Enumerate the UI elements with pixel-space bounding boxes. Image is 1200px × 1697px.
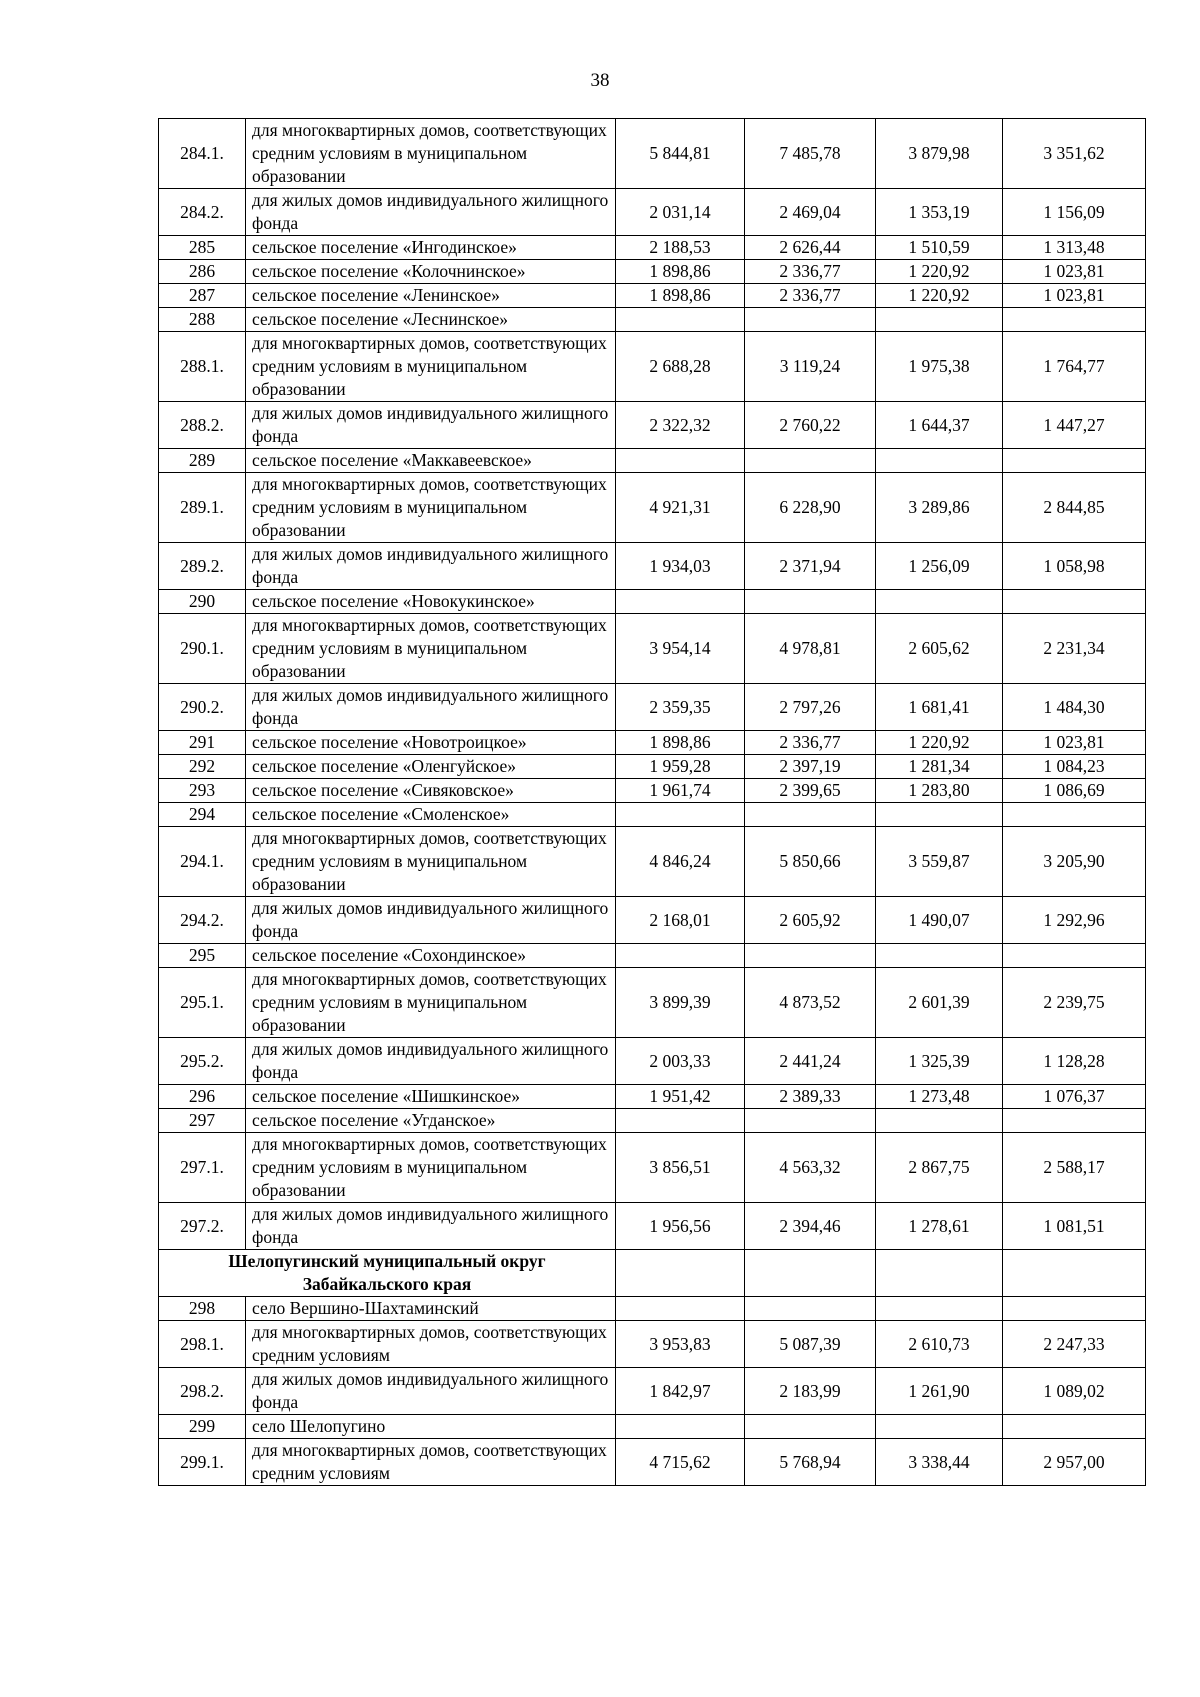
value-cell-3: 1 261,90 <box>876 1368 1003 1415</box>
value-cell-3: 2 610,73 <box>876 1321 1003 1368</box>
table-row <box>159 449 1146 473</box>
value-cell-2 <box>745 944 876 968</box>
value-cell-2: 4 563,32 <box>745 1133 876 1203</box>
value-cell-4: 2 247,33 <box>1003 1321 1146 1368</box>
value-cell-1 <box>616 803 745 827</box>
row-number-cell: 287 <box>159 284 246 308</box>
row-name-cell: сельское поселение «Ингодинское» <box>246 236 616 260</box>
row-name-cell: для жилых домов индивидуального жилищного фонда <box>246 1038 616 1085</box>
value-cell-4: 2 239,75 <box>1003 968 1146 1038</box>
value-cell-3: 1 256,09 <box>876 543 1003 590</box>
row-number-cell: 291 <box>159 731 246 755</box>
row-name-cell: сельское поселение «Смоленское» <box>246 803 616 827</box>
row-name-cell: для жилых домов индивидуального жилищного фонда <box>246 1203 616 1250</box>
value-cell-3: 1 490,07 <box>876 897 1003 944</box>
value-cell-4 <box>1003 944 1146 968</box>
value-cell-1: 2 003,33 <box>616 1038 745 1085</box>
row-number-cell: 299.1. <box>159 1439 246 1486</box>
value-cell-2 <box>745 803 876 827</box>
value-cell-4: 1 086,69 <box>1003 779 1146 803</box>
row-name-cell: для многоквартирных домов, соответствующих средним условиям <box>246 1439 616 1486</box>
row-number-cell: 296 <box>159 1085 246 1109</box>
value-cell-1: 3 856,51 <box>616 1133 745 1203</box>
row-name-cell: сельское поселение «Новокукинское» <box>246 590 616 614</box>
value-cell-2: 2 441,24 <box>745 1038 876 1085</box>
value-cell-2: 2 469,04 <box>745 189 876 236</box>
value-cell-2: 2 394,46 <box>745 1203 876 1250</box>
value-cell-2 <box>745 449 876 473</box>
value-cell-4 <box>1003 1415 1146 1439</box>
row-name-cell: село Шелопугино <box>246 1415 616 1439</box>
value-cell-3 <box>876 1415 1003 1439</box>
value-cell-3 <box>876 590 1003 614</box>
value-cell-3 <box>876 449 1003 473</box>
table-row <box>159 1368 1146 1415</box>
row-number-cell: 288.1. <box>159 332 246 402</box>
value-cell-1: 1 898,86 <box>616 731 745 755</box>
value-cell-1: 1 951,42 <box>616 1085 745 1109</box>
value-cell-4: 3 205,90 <box>1003 827 1146 897</box>
table-row <box>159 1109 1146 1133</box>
row-number-cell: 289.2. <box>159 543 246 590</box>
value-cell-1 <box>616 1109 745 1133</box>
row-number-cell: 289.1. <box>159 473 246 543</box>
row-number-cell: 297 <box>159 1109 246 1133</box>
value-cell-1: 3 899,39 <box>616 968 745 1038</box>
table-row <box>159 236 1146 260</box>
row-name-cell: для жилых домов индивидуального жилищного фонда <box>246 897 616 944</box>
row-number-cell: 298.1. <box>159 1321 246 1368</box>
row-number-cell: 288 <box>159 308 246 332</box>
value-cell-3: 1 278,61 <box>876 1203 1003 1250</box>
value-cell-4 <box>1003 308 1146 332</box>
value-cell-2: 2 760,22 <box>745 402 876 449</box>
table-row <box>159 684 1146 731</box>
empty-cell <box>745 1250 876 1297</box>
table-row <box>159 590 1146 614</box>
value-cell-1 <box>616 449 745 473</box>
value-cell-4: 1 081,51 <box>1003 1203 1146 1250</box>
row-name-cell: для жилых домов индивидуального жилищного фонда <box>246 543 616 590</box>
empty-cell <box>876 1250 1003 1297</box>
value-cell-2: 4 978,81 <box>745 614 876 684</box>
row-number-cell: 285 <box>159 236 246 260</box>
value-cell-4: 3 351,62 <box>1003 119 1146 189</box>
row-name-cell: сельское поселение «Оленгуйское» <box>246 755 616 779</box>
row-number-cell: 289 <box>159 449 246 473</box>
row-number-cell: 293 <box>159 779 246 803</box>
value-cell-3: 1 220,92 <box>876 260 1003 284</box>
table-row <box>159 332 1146 402</box>
row-name-cell: для многоквартирных домов, соответствующих средним условиям в муниципальном образовании <box>246 968 616 1038</box>
table-body <box>159 119 1146 1486</box>
value-cell-3: 1 644,37 <box>876 402 1003 449</box>
value-cell-2: 7 485,78 <box>745 119 876 189</box>
value-cell-2: 2 336,77 <box>745 731 876 755</box>
row-name-cell: сельское поселение «Сивяковское» <box>246 779 616 803</box>
value-cell-1: 1 842,97 <box>616 1368 745 1415</box>
table-row <box>159 779 1146 803</box>
section-heading-row <box>159 1250 1146 1297</box>
value-cell-4: 1 128,28 <box>1003 1038 1146 1085</box>
value-cell-3 <box>876 1297 1003 1321</box>
row-name-cell: сельское поселение «Колочнинское» <box>246 260 616 284</box>
value-cell-1 <box>616 1297 745 1321</box>
value-cell-4 <box>1003 449 1146 473</box>
table-row <box>159 119 1146 189</box>
table-row <box>159 1203 1146 1250</box>
row-number-cell: 288.2. <box>159 402 246 449</box>
row-name-cell: для жилых домов индивидуального жилищного фонда <box>246 1368 616 1415</box>
row-number-cell: 294.2. <box>159 897 246 944</box>
row-name-cell: сельское поселение «Шишкинское» <box>246 1085 616 1109</box>
value-cell-2: 5 850,66 <box>745 827 876 897</box>
value-cell-2: 4 873,52 <box>745 968 876 1038</box>
table-row <box>159 473 1146 543</box>
value-cell-1: 4 715,62 <box>616 1439 745 1486</box>
value-cell-3: 1 325,39 <box>876 1038 1003 1085</box>
value-cell-3 <box>876 308 1003 332</box>
value-cell-3 <box>876 803 1003 827</box>
value-cell-2 <box>745 1109 876 1133</box>
row-number-cell: 286 <box>159 260 246 284</box>
row-name-cell: село Вершино-Шахтаминский <box>246 1297 616 1321</box>
table-row <box>159 731 1146 755</box>
row-name-cell: для многоквартирных домов, соответствующих средним условиям в муниципальном образовании <box>246 827 616 897</box>
value-cell-4: 1 058,98 <box>1003 543 1146 590</box>
row-number-cell: 295 <box>159 944 246 968</box>
value-cell-1 <box>616 1415 745 1439</box>
table-row <box>159 284 1146 308</box>
table-row <box>159 260 1146 284</box>
value-cell-1: 3 953,83 <box>616 1321 745 1368</box>
table-row <box>159 1321 1146 1368</box>
value-cell-3: 3 559,87 <box>876 827 1003 897</box>
row-name-cell: для многоквартирных домов, соответствующих средним условиям в муниципальном образовании <box>246 614 616 684</box>
value-cell-3 <box>876 1109 1003 1133</box>
value-cell-1: 1 961,74 <box>616 779 745 803</box>
value-cell-1: 2 359,35 <box>616 684 745 731</box>
value-cell-3 <box>876 944 1003 968</box>
table-row <box>159 968 1146 1038</box>
row-name-cell: сельское поселение «Новотроицкое» <box>246 731 616 755</box>
value-cell-1: 1 898,86 <box>616 284 745 308</box>
table-row <box>159 543 1146 590</box>
value-cell-1: 2 688,28 <box>616 332 745 402</box>
row-number-cell: 295.2. <box>159 1038 246 1085</box>
row-number-cell: 290.1. <box>159 614 246 684</box>
table-row <box>159 1133 1146 1203</box>
value-cell-1: 1 898,86 <box>616 260 745 284</box>
value-cell-1: 2 188,53 <box>616 236 745 260</box>
row-name-cell: для жилых домов индивидуального жилищного фонда <box>246 684 616 731</box>
value-cell-1: 2 322,32 <box>616 402 745 449</box>
row-number-cell: 298 <box>159 1297 246 1321</box>
value-cell-4: 1 089,02 <box>1003 1368 1146 1415</box>
value-cell-1: 4 921,31 <box>616 473 745 543</box>
row-number-cell: 284.1. <box>159 119 246 189</box>
value-cell-3: 3 289,86 <box>876 473 1003 543</box>
value-cell-3: 2 605,62 <box>876 614 1003 684</box>
section-heading: Шелопугинский муниципальный округ Забайкальского края <box>159 1250 616 1297</box>
page-number: 38 <box>590 70 610 91</box>
table-row <box>159 1038 1146 1085</box>
value-cell-1: 4 846,24 <box>616 827 745 897</box>
value-cell-4: 1 023,81 <box>1003 731 1146 755</box>
value-cell-2: 2 397,19 <box>745 755 876 779</box>
table-row <box>159 944 1146 968</box>
table-row <box>159 803 1146 827</box>
table-row <box>159 827 1146 897</box>
value-cell-3: 2 601,39 <box>876 968 1003 1038</box>
empty-cell <box>1003 1250 1146 1297</box>
row-number-cell: 294.1. <box>159 827 246 897</box>
value-cell-4 <box>1003 1109 1146 1133</box>
value-cell-4: 1 764,77 <box>1003 332 1146 402</box>
row-name-cell: сельское поселение «Леснинское» <box>246 308 616 332</box>
tariff-table <box>158 118 1146 1486</box>
row-name-cell: для многоквартирных домов, соответствующих средним условиям в муниципальном образовании <box>246 473 616 543</box>
value-cell-4: 2 231,34 <box>1003 614 1146 684</box>
value-cell-4: 1 292,96 <box>1003 897 1146 944</box>
value-cell-4 <box>1003 803 1146 827</box>
value-cell-3: 1 681,41 <box>876 684 1003 731</box>
value-cell-4 <box>1003 590 1146 614</box>
row-number-cell: 292 <box>159 755 246 779</box>
table-row <box>159 897 1146 944</box>
value-cell-3: 1 220,92 <box>876 731 1003 755</box>
value-cell-1: 1 956,56 <box>616 1203 745 1250</box>
table-row <box>159 1085 1146 1109</box>
row-name-cell: сельское поселение «Сохондинское» <box>246 944 616 968</box>
value-cell-4: 1 156,09 <box>1003 189 1146 236</box>
value-cell-2: 2 371,94 <box>745 543 876 590</box>
value-cell-3: 1 283,80 <box>876 779 1003 803</box>
empty-cell <box>616 1250 745 1297</box>
value-cell-3: 3 879,98 <box>876 119 1003 189</box>
value-cell-4: 1 447,27 <box>1003 402 1146 449</box>
value-cell-3: 1 281,34 <box>876 755 1003 779</box>
value-cell-1: 1 959,28 <box>616 755 745 779</box>
row-name-cell: для многоквартирных домов, соответствующих средним условиям в муниципальном образовании <box>246 1133 616 1203</box>
row-number-cell: 290 <box>159 590 246 614</box>
row-number-cell: 295.1. <box>159 968 246 1038</box>
value-cell-2: 2 183,99 <box>745 1368 876 1415</box>
value-cell-1: 5 844,81 <box>616 119 745 189</box>
value-cell-3: 1 353,19 <box>876 189 1003 236</box>
row-name-cell: для многоквартирных домов, соответствующих средним условиям в муниципальном образовании <box>246 332 616 402</box>
value-cell-4: 1 484,30 <box>1003 684 1146 731</box>
table-row <box>159 614 1146 684</box>
value-cell-4: 1 023,81 <box>1003 284 1146 308</box>
value-cell-2: 2 797,26 <box>745 684 876 731</box>
row-name-cell: для многоквартирных домов, соответствующих средним условиям <box>246 1321 616 1368</box>
value-cell-1 <box>616 944 745 968</box>
value-cell-1 <box>616 308 745 332</box>
row-name-cell: сельское поселение «Ленинское» <box>246 284 616 308</box>
value-cell-4: 1 084,23 <box>1003 755 1146 779</box>
value-cell-2 <box>745 1297 876 1321</box>
value-cell-4: 1 313,48 <box>1003 236 1146 260</box>
table-row <box>159 755 1146 779</box>
row-name-cell: для жилых домов индивидуального жилищного фонда <box>246 189 616 236</box>
row-name-cell: для жилых домов индивидуального жилищного фонда <box>246 402 616 449</box>
value-cell-2: 5 768,94 <box>745 1439 876 1486</box>
value-cell-2 <box>745 1415 876 1439</box>
value-cell-2: 2 336,77 <box>745 260 876 284</box>
table-row <box>159 1297 1146 1321</box>
row-number-cell: 298.2. <box>159 1368 246 1415</box>
value-cell-3: 1 510,59 <box>876 236 1003 260</box>
value-cell-4: 2 957,00 <box>1003 1439 1146 1486</box>
value-cell-4: 2 588,17 <box>1003 1133 1146 1203</box>
value-cell-3: 1 220,92 <box>876 284 1003 308</box>
value-cell-2: 5 087,39 <box>745 1321 876 1368</box>
value-cell-3: 1 273,48 <box>876 1085 1003 1109</box>
value-cell-2 <box>745 590 876 614</box>
value-cell-2: 2 605,92 <box>745 897 876 944</box>
value-cell-2 <box>745 308 876 332</box>
value-cell-3: 3 338,44 <box>876 1439 1003 1486</box>
row-name-cell: для многоквартирных домов, соответствующих средним условиям в муниципальном образовании <box>246 119 616 189</box>
row-number-cell: 299 <box>159 1415 246 1439</box>
value-cell-1 <box>616 590 745 614</box>
value-cell-4: 1 023,81 <box>1003 260 1146 284</box>
value-cell-2: 2 389,33 <box>745 1085 876 1109</box>
value-cell-3: 2 867,75 <box>876 1133 1003 1203</box>
value-cell-4: 2 844,85 <box>1003 473 1146 543</box>
row-name-cell: сельское поселение «Угданское» <box>246 1109 616 1133</box>
row-number-cell: 284.2. <box>159 189 246 236</box>
row-number-cell: 297.1. <box>159 1133 246 1203</box>
value-cell-4 <box>1003 1297 1146 1321</box>
value-cell-1: 1 934,03 <box>616 543 745 590</box>
table-row <box>159 308 1146 332</box>
row-number-cell: 290.2. <box>159 684 246 731</box>
value-cell-4: 1 076,37 <box>1003 1085 1146 1109</box>
value-cell-1: 2 031,14 <box>616 189 745 236</box>
value-cell-2: 6 228,90 <box>745 473 876 543</box>
row-name-cell: сельское поселение «Маккавеевское» <box>246 449 616 473</box>
row-number-cell: 297.2. <box>159 1203 246 1250</box>
table-row <box>159 189 1146 236</box>
row-number-cell: 294 <box>159 803 246 827</box>
value-cell-2: 2 336,77 <box>745 284 876 308</box>
value-cell-2: 2 626,44 <box>745 236 876 260</box>
table-row <box>159 1415 1146 1439</box>
table-row <box>159 1439 1146 1486</box>
value-cell-3: 1 975,38 <box>876 332 1003 402</box>
value-cell-1: 2 168,01 <box>616 897 745 944</box>
value-cell-1: 3 954,14 <box>616 614 745 684</box>
value-cell-2: 3 119,24 <box>745 332 876 402</box>
table-row <box>159 402 1146 449</box>
value-cell-2: 2 399,65 <box>745 779 876 803</box>
